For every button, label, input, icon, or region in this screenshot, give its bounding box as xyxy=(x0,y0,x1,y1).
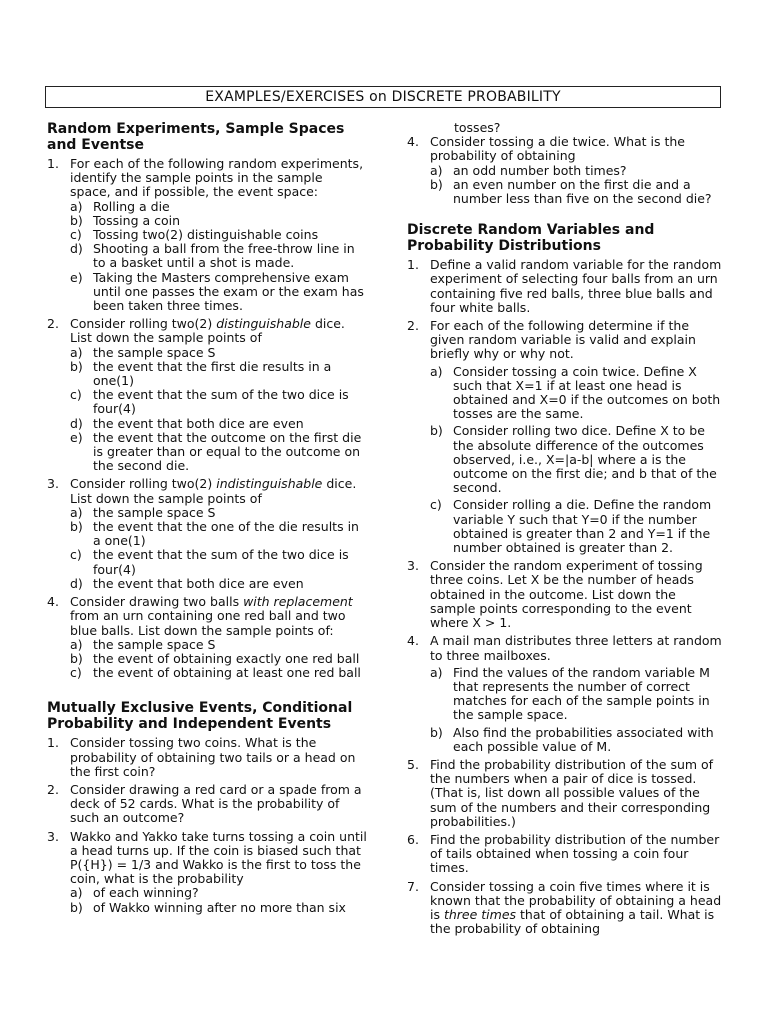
item-number: 3. xyxy=(47,828,59,844)
sub-item-letter: d) xyxy=(70,241,83,257)
item-number: 4. xyxy=(407,633,419,649)
item-text: For each of the following determine if the given random variable is valid and explain briefly why or why not. xyxy=(430,318,696,362)
sub-item xyxy=(70,666,367,680)
sub-item xyxy=(70,200,367,214)
sub-item xyxy=(430,365,725,422)
sub-item-text: Taking the Masters comprehensive exam until one passes the exam or the exam has been taken three times. xyxy=(93,269,364,314)
sub-item-text: an even number on the first die and a number less than five on the second die? xyxy=(453,176,712,207)
list-item xyxy=(407,258,725,315)
sub-item-text: Tossing two(2) distinguishable coins xyxy=(93,227,319,243)
continued-text: tosses? xyxy=(454,120,501,135)
sub-list xyxy=(70,346,367,474)
list-item xyxy=(47,783,367,826)
sub-item-letter: a) xyxy=(70,504,83,520)
left-column xyxy=(47,121,367,919)
sub-item-text: the event that both dice are even xyxy=(93,415,304,431)
item-number: 3. xyxy=(47,476,59,492)
sub-item xyxy=(430,666,725,723)
sub-item-letter: a) xyxy=(70,344,83,360)
sub-item xyxy=(430,164,725,178)
item-number: 1. xyxy=(47,735,59,751)
sub-item xyxy=(430,498,725,555)
item-text: Consider drawing a red card or a spade from a deck of 52 cards. What is the probability of such an outcome? xyxy=(70,781,362,826)
sub-item-letter: c) xyxy=(70,547,82,563)
sub-item xyxy=(70,214,367,228)
section-heading: Mutually Exclusive Events, Conditional Probability and Independent Events xyxy=(47,700,353,733)
sub-list xyxy=(70,886,367,914)
list-item xyxy=(47,736,367,779)
sub-list xyxy=(70,638,367,681)
item-number: 1. xyxy=(407,257,419,273)
sub-item-text: the event that the first die results in a one(1) xyxy=(93,358,332,389)
list-item xyxy=(407,880,725,937)
sub-item-letter: a) xyxy=(430,162,443,178)
section-heading: Discrete Random Variables and Probability Distributions xyxy=(407,222,655,255)
item-text: A mail man distributes three letters at random to three mailboxes. xyxy=(430,633,722,663)
sub-item xyxy=(430,424,725,495)
item-number: 4. xyxy=(47,594,59,610)
sub-item-letter: b) xyxy=(70,212,83,228)
list-item xyxy=(47,830,367,915)
item-text: Wakko and Yakko take turns tossing a coin until a head turns up. If the coin is biased such that P({H}) = 1/3 and Wakko is the first to toss the coin, what is the probability xyxy=(70,828,367,887)
sub-item-text: the event that the outcome on the first die is greater than or equal to the outcome on the second die. xyxy=(93,429,362,474)
sub-item xyxy=(70,388,367,416)
item-text: Consider tossing a coin five times where it is known that the probability of obtaining a head is three times that of obtaining a tail. What is the probability of obtaining xyxy=(430,878,722,937)
sub-item-text: the event that the sum of the two dice is four(4) xyxy=(93,387,349,417)
sub-item-letter: a) xyxy=(430,664,443,680)
sub-item-letter: e) xyxy=(70,269,83,285)
item-number: 6. xyxy=(407,831,419,847)
sub-list xyxy=(70,506,367,591)
sub-item-text: the event that the one of the die results in a one(1) xyxy=(93,519,359,549)
item-number: 3. xyxy=(407,558,419,574)
sub-item-text: the event of obtaining exactly one red ball xyxy=(93,650,360,666)
sub-list xyxy=(430,164,725,207)
sub-list xyxy=(70,200,367,314)
sub-item xyxy=(70,417,367,431)
item-text: Consider the random experiment of tossing three coins. Let X be the number of heads obtained in the outcome. List down the sample points corresponding to the event where X > 1. xyxy=(430,558,703,631)
sub-item-letter: a) xyxy=(70,885,83,901)
item-text: Find the probability distribution of the number of tails obtained when tossing a coin four times. xyxy=(430,831,720,876)
sub-item xyxy=(430,726,725,754)
sub-item xyxy=(70,506,367,520)
item-number: 1. xyxy=(47,156,59,171)
sub-item xyxy=(70,271,367,314)
item-text: Consider tossing a die twice. What is the probability of obtaining xyxy=(430,134,685,164)
sub-item-text: Consider rolling a die. Define the random variable Y such that Y=0 if the number obtained is greater than 2 and Y=1 if the number obtained is greater than 2. xyxy=(453,497,712,556)
sub-item xyxy=(70,638,367,652)
sub-item-text: Consider rolling two dice. Define X to be the absolute difference of the outcomes observed, i.e., X=|a-b| where a is the outcome on the first die; and b that of the second. xyxy=(453,423,717,496)
list-item xyxy=(47,317,367,473)
sub-item xyxy=(70,901,367,915)
right-column xyxy=(407,121,725,940)
item-number: 7. xyxy=(407,878,419,894)
item-text: Consider tossing two coins. What is the probability of obtaining two tails or a head on the first coin? xyxy=(70,735,356,779)
sub-item-text: Also find the probabilities associated with each possible value of M. xyxy=(453,724,714,754)
item-number: 2. xyxy=(47,316,59,332)
sub-item-text: the event of obtaining at least one red ball xyxy=(93,665,361,681)
sub-item xyxy=(70,228,367,242)
list-item xyxy=(407,758,725,829)
list-item xyxy=(407,559,725,630)
sub-item-text: Shooting a ball from the free-throw line in to a basket until a shot is made. xyxy=(93,241,355,271)
question-list xyxy=(407,135,725,206)
sub-item xyxy=(70,886,367,900)
sub-item xyxy=(70,548,367,576)
sub-item xyxy=(70,360,367,388)
sub-item-letter: c) xyxy=(70,387,82,403)
sub-item-letter: a) xyxy=(430,363,443,379)
list-item xyxy=(407,319,725,555)
item-text: Consider rolling two(2) indistinguishable dice. List down the sample points of xyxy=(70,476,357,506)
sub-item xyxy=(70,520,367,548)
sub-item xyxy=(70,242,367,270)
sub-item xyxy=(430,178,725,206)
question-list xyxy=(47,736,367,914)
sub-item-text: of each winning? xyxy=(93,885,199,901)
sub-item-text: Consider tossing a coin twice. Define X such that X=1 if at least one head is obtained and X=0 if the outcomes on both tosses are the same. xyxy=(453,363,721,422)
sub-item-text: of Wakko winning after no more than six xyxy=(93,899,346,915)
question-list xyxy=(47,157,367,680)
document-title: EXAMPLES/EXERCISES on DISCRETE PROBABILITY xyxy=(45,86,721,108)
list-item xyxy=(47,157,367,313)
list-item xyxy=(47,477,367,591)
sub-item-text: the sample space S xyxy=(93,344,216,360)
sub-item-letter: b) xyxy=(430,176,443,192)
sub-item xyxy=(70,346,367,360)
item-text: Consider drawing two balls with replacement from an urn containing one red ball and two blue balls. List down the sample points of: xyxy=(70,594,353,638)
list-item xyxy=(407,833,725,876)
sub-item-text: Rolling a die xyxy=(93,198,170,214)
sub-item-letter: e) xyxy=(70,429,83,445)
section-heading: Random Experiments, Sample Spaces and Eventse xyxy=(47,121,345,153)
sub-item-text: the sample space S xyxy=(93,636,216,652)
sub-item-text: an odd number both times? xyxy=(453,162,627,178)
sub-list xyxy=(430,666,725,754)
sub-item-letter: d) xyxy=(70,575,83,591)
sub-item-letter: c) xyxy=(70,665,82,681)
sub-item-letter: b) xyxy=(70,899,83,915)
sub-item-letter: b) xyxy=(70,650,83,666)
sub-item xyxy=(70,431,367,474)
sub-item xyxy=(70,652,367,666)
sub-item-text: Find the values of the random variable M that represents the number of correct matches for each of the sample points in the sample space. xyxy=(453,664,710,723)
item-text: For each of the following random experiments, identify the sample points in the sample space, and if possible, the event space: xyxy=(70,156,364,200)
item-text: Find the probability distribution of the sum of the numbers when a pair of dice is tossed. (That is, list down all possible values of the sum of the numbers and their corresponding probabilities.) xyxy=(430,756,714,829)
sub-item-letter: d) xyxy=(70,415,83,431)
sub-item-text: the event that the sum of the two dice is four(4) xyxy=(93,547,349,577)
sub-item-text: the sample space S xyxy=(93,504,216,520)
item-number: 2. xyxy=(407,318,419,334)
item-number: 5. xyxy=(407,756,419,772)
list-item xyxy=(47,595,367,680)
item-text: Consider rolling two(2) distinguishable dice. List down the sample points of xyxy=(70,316,345,346)
sub-item xyxy=(70,577,367,591)
sub-list xyxy=(430,365,725,556)
sub-item-letter: a) xyxy=(70,198,83,214)
sub-item-letter: b) xyxy=(430,423,443,439)
sub-item-letter: b) xyxy=(70,519,83,535)
sub-item-letter: c) xyxy=(70,227,82,243)
item-number: 4. xyxy=(407,134,419,150)
list-item xyxy=(407,634,725,754)
question-list xyxy=(407,258,725,936)
list-item xyxy=(407,135,725,206)
item-text: Define a valid random variable for the random experiment of selecting four balls from an urn containing five red balls, three blue balls and four white balls. xyxy=(430,257,722,315)
item-number: 2. xyxy=(47,781,59,797)
sub-item-letter: b) xyxy=(70,358,83,374)
sub-item-letter: b) xyxy=(430,724,443,740)
sub-item-letter: a) xyxy=(70,636,83,652)
sub-item-text: Tossing a coin xyxy=(93,212,181,228)
sub-item-letter: c) xyxy=(430,497,442,513)
sub-item-text: the event that both dice are even xyxy=(93,575,304,591)
